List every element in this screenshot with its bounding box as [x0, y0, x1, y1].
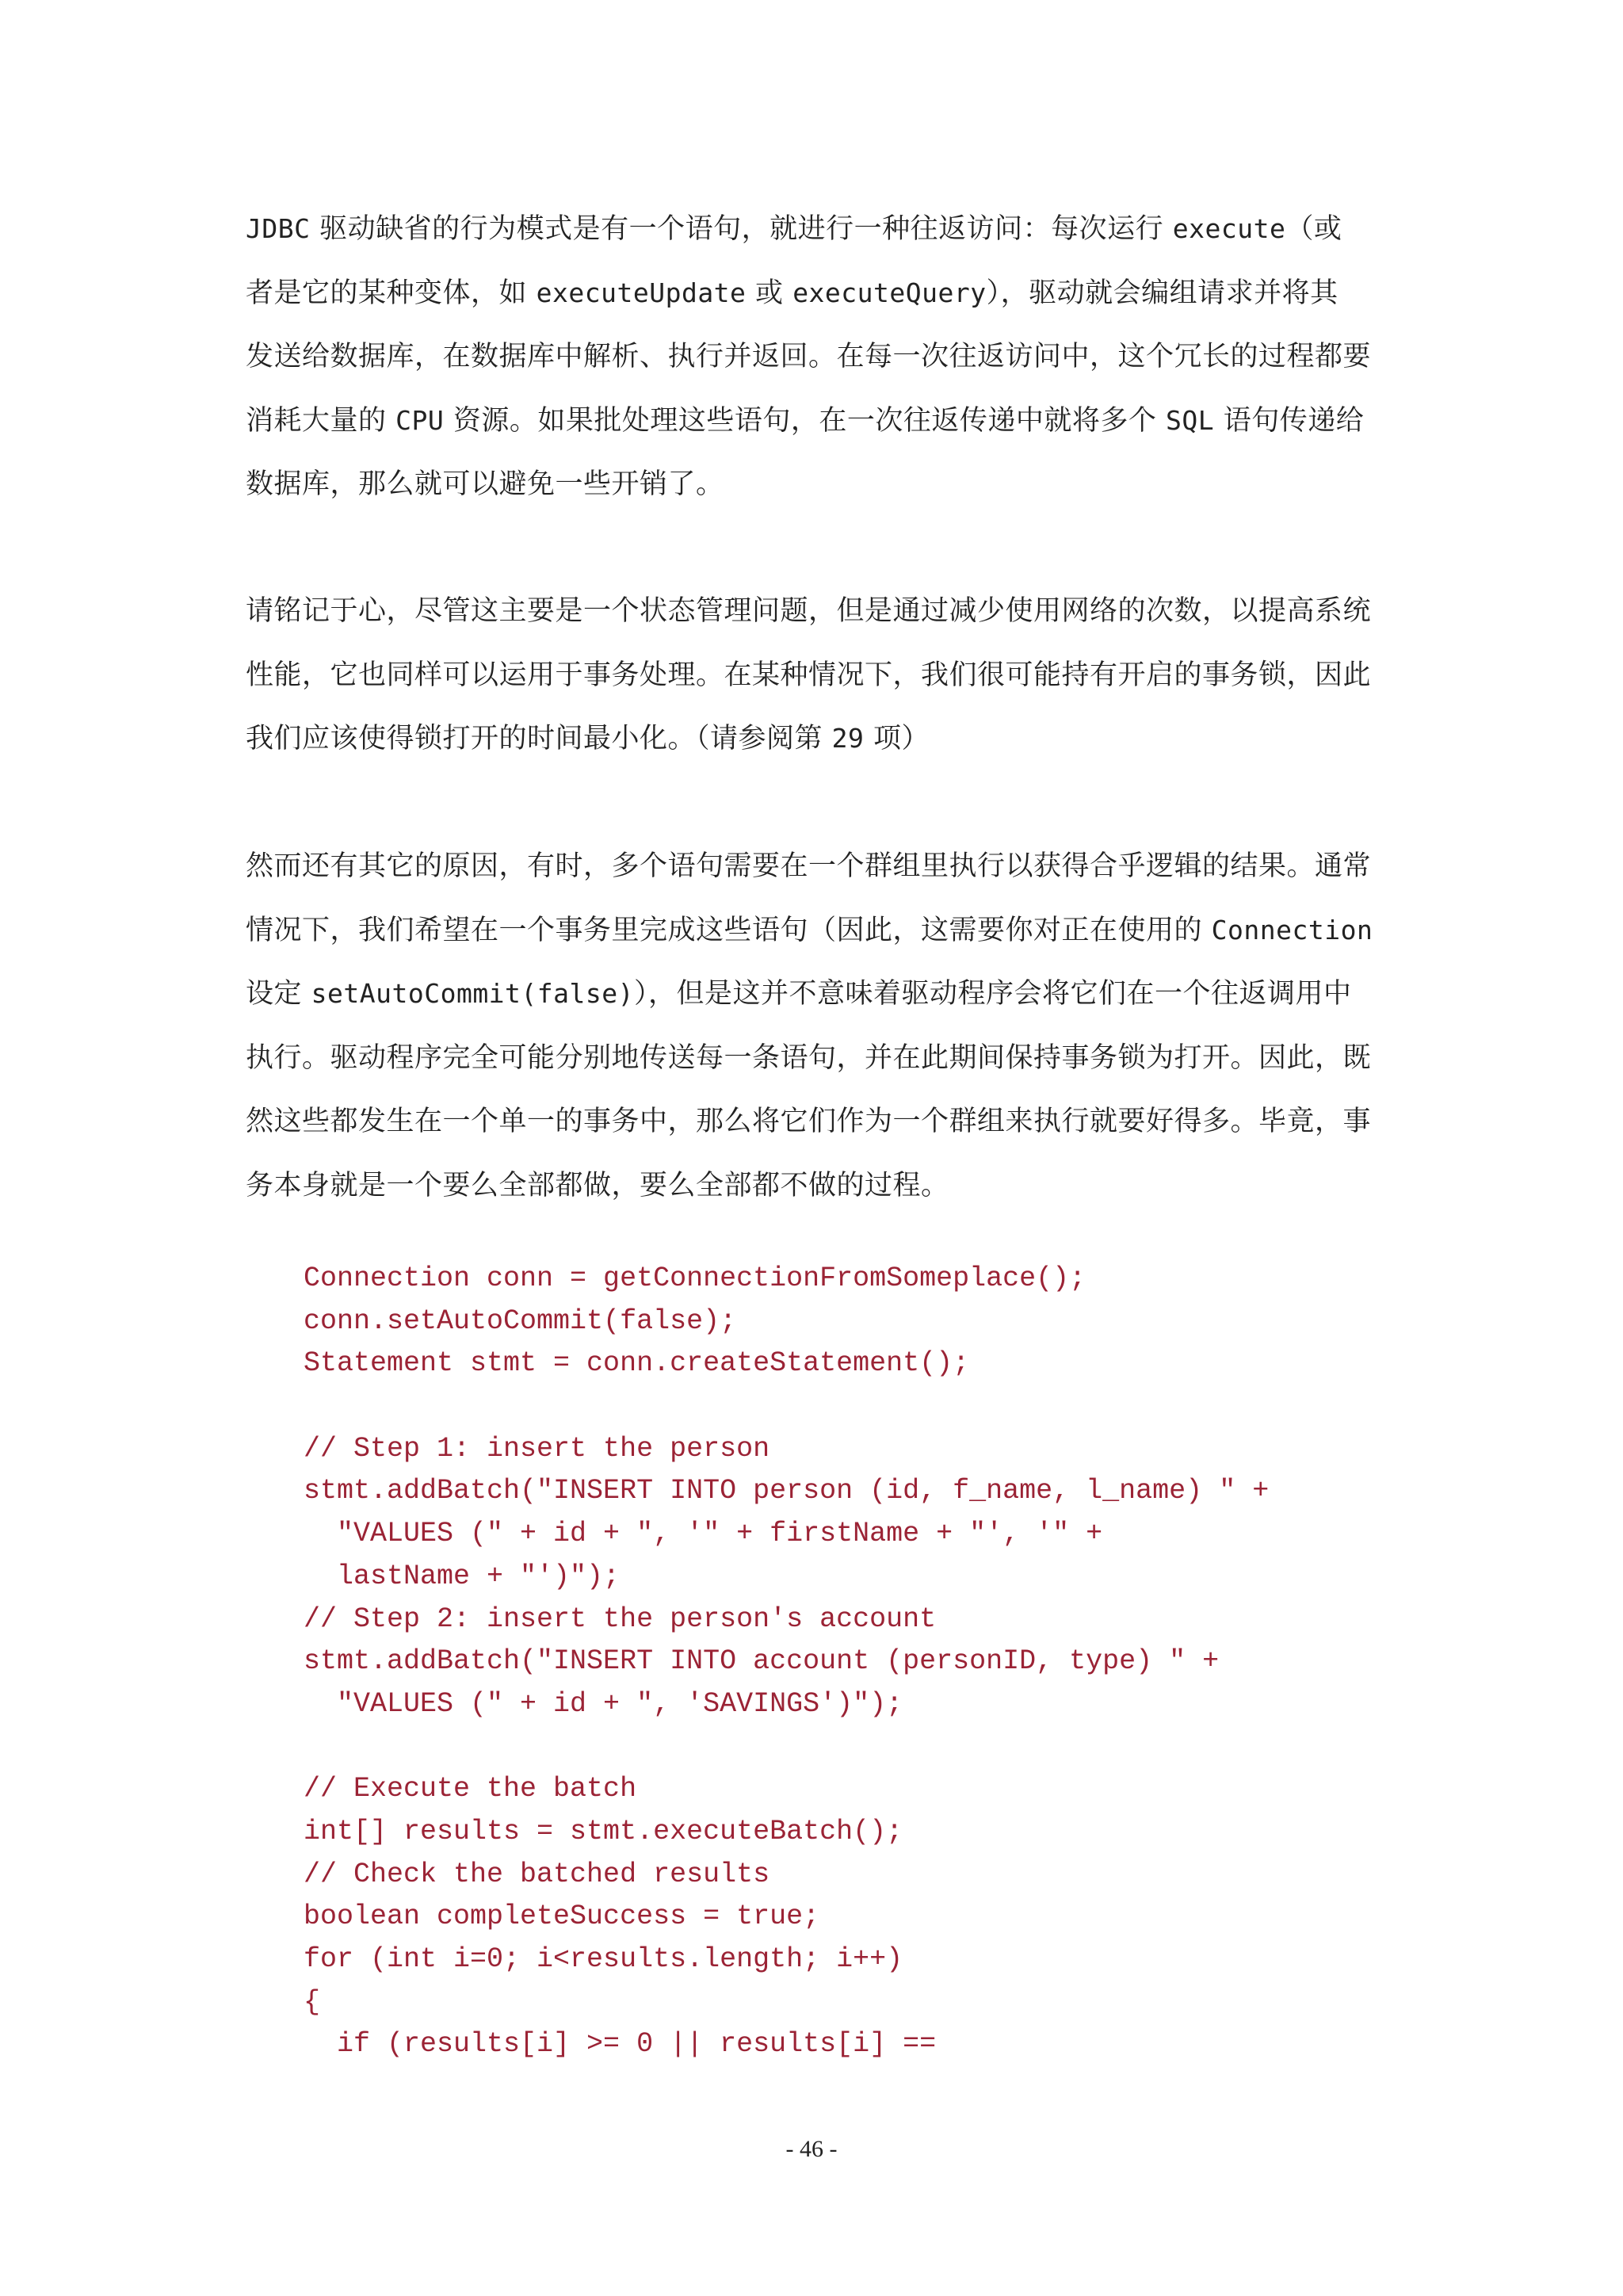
paragraph-line: [246, 899, 1381, 963]
text-run: 执行。驱动程序完全可能分别地传送每一条语句，并在此期间保持事务锁为打开。因此，既: [246, 1041, 1372, 1074]
paragraph-line: [246, 1026, 1381, 1091]
paragraph-line: [246, 1090, 1381, 1154]
text-run: 或: [746, 277, 793, 309]
text-run: 然这些都发生在一个单一的事务中，那么将它们作为一个群组来执行就要好得多。毕竟，事: [246, 1106, 1372, 1137]
code-line: "VALUES (" + id + ", '" + firstName + "', '" +: [304, 1518, 1103, 1550]
paragraph-transaction-grouping: [246, 835, 1381, 1217]
paragraph-line: [246, 197, 1381, 262]
text-run: 驱动缺省的行为模式是有一个语句，就进行一种往返访问：每次运行: [310, 213, 1173, 245]
inline-code: executeUpdate: [536, 277, 747, 308]
code-line: Statement stmt = conn.createStatement();: [304, 1347, 970, 1380]
code-line: // Step 1: insert the person: [304, 1432, 770, 1465]
text-run: 性能，它也同样可以运用于事务处理。在某种情况下，我们很可能持有开启的事务锁，因此: [246, 659, 1372, 691]
text-run: 设定: [246, 978, 311, 1010]
code-line: [304, 1726, 1269, 1769]
code-line: lastName + "')");: [304, 1560, 621, 1592]
code-line: int[] results = stmt.executeBatch();: [304, 1815, 903, 1847]
text-run: ），驱动就会编组请求并将其: [986, 277, 1338, 309]
paragraph-line: [246, 453, 1381, 517]
paragraph-line: [246, 262, 1381, 326]
code-line: {: [304, 1985, 321, 2018]
code-line: // Step 2: insert the person's account: [304, 1603, 937, 1635]
paragraph-line: [246, 1154, 1381, 1218]
inline-code: execute: [1172, 213, 1286, 244]
paragraph-line: [246, 962, 1381, 1026]
text-run: 数据库，那么就可以避免一些开销了。: [246, 468, 724, 500]
paragraph-line: [246, 644, 1381, 708]
code-line: [304, 1385, 1269, 1428]
paragraph-jdbc-roundtrip: [246, 197, 1381, 517]
text-run: 情况下，我们希望在一个事务里完成这些语句（因此，这需要你对正在使用的: [246, 914, 1212, 946]
inline-code: Connection: [1211, 914, 1373, 946]
inline-code: executeQuery: [792, 277, 987, 308]
inline-code: 29: [831, 723, 865, 754]
code-line: if (results[i] >= 0 || results[i] ==: [304, 2028, 937, 2061]
text-run: 然而还有其它的原因，有时，多个语句需要在一个群组里执行以获得合乎逻辑的结果。通常: [246, 850, 1372, 882]
text-run: 务本身就是一个要么全部都做，要么全部都不做的过程。: [246, 1169, 949, 1201]
inline-code: CPU: [395, 404, 445, 436]
inline-code: JDBC: [246, 213, 311, 244]
code-line: stmt.addBatch("INSERT INTO account (personID, type) " +: [304, 1645, 1220, 1678]
text-run: （或: [1285, 213, 1342, 245]
code-line: boolean completeSuccess = true;: [304, 1901, 820, 1933]
text-run: 资源。如果批处理这些语句，在一次往返传递中就将多个: [444, 404, 1167, 437]
page-number: - 46 -: [785, 2136, 838, 2162]
paragraph-state-management: [246, 579, 1381, 771]
code-line: conn.setAutoCommit(false);: [304, 1305, 737, 1337]
code-line: // Check the batched results: [304, 1858, 770, 1890]
code-listing: [304, 1258, 1269, 2066]
code-line: "VALUES (" + id + ", 'SAVINGS')");: [304, 1687, 903, 1720]
paragraph-line: [246, 707, 1381, 771]
text-run: 请铭记于心，尽管这主要是一个状态管理问题，但是通过减少使用网络的次数，以提高系统: [246, 595, 1372, 627]
text-run: ），但是这并不意味着驱动程序会将它们在一个往返调用中: [634, 978, 1352, 1010]
inline-code: SQL: [1166, 404, 1215, 436]
text-run: 我们应该使得锁打开的时间最小化。（请参阅第: [246, 723, 832, 755]
code-line: for (int i=0; i<results.length; i++): [304, 1943, 903, 1975]
paragraph-line: [246, 579, 1381, 644]
code-line: Connection conn = getConnectionFromSomeplace();: [304, 1263, 1086, 1294]
paragraph-line: [246, 325, 1381, 389]
text-run: 消耗大量的: [246, 404, 396, 437]
code-line: stmt.addBatch("INSERT INTO person (id, f_name, l_name) " +: [304, 1475, 1270, 1507]
paragraph-line: [246, 389, 1381, 453]
text-run: 者是它的某种变体，如: [246, 277, 537, 309]
paragraph-line: [246, 835, 1381, 899]
inline-code: setAutoCommit(false): [311, 978, 634, 1009]
text-run: 语句传递给: [1214, 404, 1365, 437]
text-run: 项）: [864, 723, 930, 755]
code-line: // Execute the batch: [304, 1773, 637, 1805]
text-run: 发送给数据库，在数据库中解析、执行并返回。在每一次往返访问中，这个冗长的过程都要: [246, 341, 1372, 372]
